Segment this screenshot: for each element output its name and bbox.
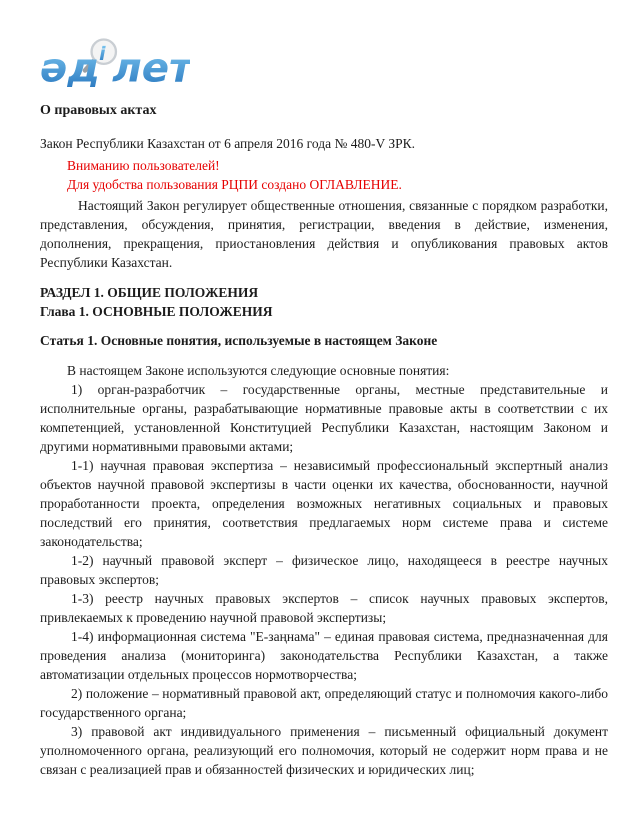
definition-item-1-2: 1-2) научный правовой эксперт – физическое лицо, находящееся в реестре научных правовых экспертов;: [40, 553, 608, 587]
definition-item-3: 3) правовой акт индивидуального применения – письменный официальный документ уполномоченного органа, реализующий его полномочия, который не содержит норм права и не связан с реализацией прав и обязанностей физических и юридических лиц;: [40, 724, 608, 777]
definition-item-2: 2) положение – нормативный правовой акт, определяющий статус и полномочия какого-либо государственного органа;: [40, 686, 608, 720]
definition-item-1-4: 1-4) информационная система "Е-заңнама" – единая правовая система, предназначенная для проведения анализа (мониторинга) законодательства Республики Казахстан, а также автоматизации отдельных процессов нормотворчества;: [40, 629, 608, 682]
notice-line-1: Вниманию пользователей!: [67, 158, 220, 173]
section-heading: РАЗДЕЛ 1. ОБЩИЕ ПОЛОЖЕНИЯ: [40, 285, 259, 300]
definition-item-1-3: 1-3) реестр научных правовых экспертов – список научных правовых экспертов, привлекаемых к проведению научной правовой экспертизы;: [40, 591, 608, 625]
law-reference: Закон Республики Казахстан от 6 апреля 2016 года № 480-V ЗРК.: [40, 136, 416, 151]
chapter-heading: Глава 1. ОСНОВНЫЕ ПОЛОЖЕНИЯ: [40, 304, 273, 319]
document-title: О правовых актах: [40, 103, 157, 118]
article-intro: В настоящем Законе используются следующие основные понятия:: [67, 363, 450, 378]
article-heading: Статья 1. Основные понятия, используемые в настоящем Законе: [40, 333, 438, 348]
logo-text-post: лет: [112, 44, 190, 88]
logo-text-pre: әд: [40, 44, 100, 88]
definition-item-1: 1) орган-разработчик – государственные органы, местные представительные и исполнительные органы, разрабатывающие нормативные правовые акты в соответствии с их компетенцией, установленной Конституцией Республики Казахстан, настоящим Законом и другими нормативными правовыми актами;: [40, 382, 608, 454]
logo-text-magnified: і: [99, 44, 106, 66]
notice-line-2: Для удобства пользования РЦПИ создано ОГЛАВЛЕНИЕ.: [67, 177, 402, 192]
adilet-logo: [40, 36, 190, 88]
definition-item-1-1: 1-1) научная правовая экспертиза – независимый профессиональный экспертный анализ объектов научной правовой экспертизы в части оценки их качества, обоснованности, научной проработанности проекта, определения возможных негативных социальных и правовых последствий его принятия, соответствия предлагаемых норм системе права и системе законодательства;: [40, 458, 608, 549]
intro-paragraph: Настоящий Закон регулирует общественные отношения, связанные с порядком разработки, представления, обсуждения, принятия, регистрации, введения в действие, изменения, дополнения, прекращения, приостановления действия и опубликования правовых актов Республики Казахстан.: [40, 198, 608, 270]
